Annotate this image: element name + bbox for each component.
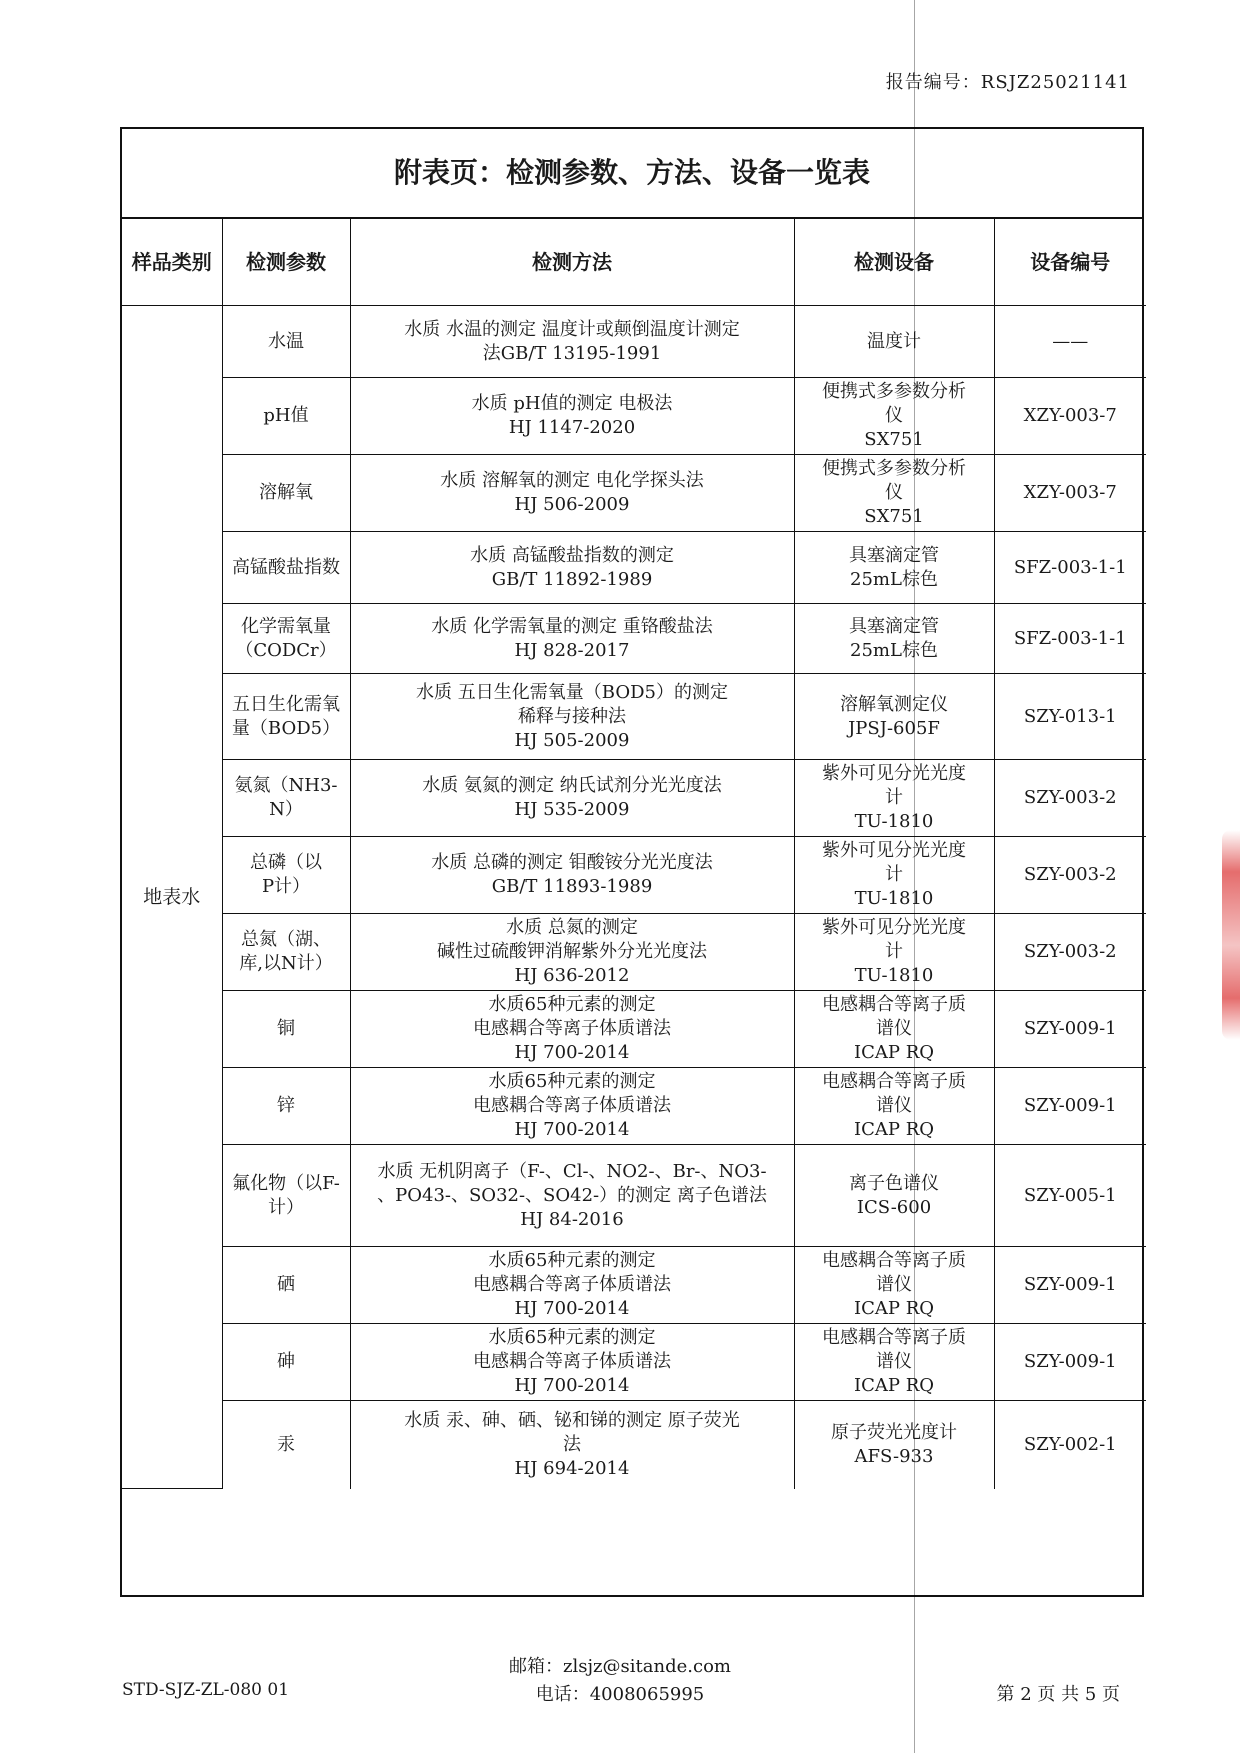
equipment-cell-line: 计 (885, 864, 903, 885)
equipment-cell-line: 具塞滴定管 (849, 544, 939, 566)
equipment-cell-line: ICAP RQ (853, 1119, 935, 1140)
table-row (122, 455, 1146, 532)
column-header-parameter: 检测参数 (222, 219, 350, 306)
equipment-cell-line: 谱仪 (876, 1351, 912, 1372)
equipment-cell-line: JPSJ-605F (848, 717, 940, 739)
equipment-cell-line: 紫外可见分光光度 (822, 917, 966, 938)
method-cell-line: HJ 700-2014 (514, 1375, 630, 1396)
table-row (122, 1068, 1146, 1145)
equipment-cell-line: 25mL棕色 (850, 639, 938, 661)
method-cell-line: GB/T 11892-1989 (491, 568, 653, 590)
parameter-cell (222, 1247, 350, 1324)
equipment-code-cell: SZY-002-1 (994, 1401, 1146, 1489)
method-cell-line: HJ 636-2012 (514, 965, 630, 986)
scan-fold-line (914, 0, 915, 1753)
parameter-cell-line: （CODCr） (235, 639, 337, 661)
equipment-cell-line: 电感耦合等离子质 (822, 1250, 966, 1271)
table-row (122, 991, 1146, 1068)
parameter-cell-line: 砷 (277, 1351, 295, 1372)
equipment-cell-line: 电感耦合等离子质 (822, 994, 966, 1015)
equipment-cell-line: ICAP RQ (853, 1042, 935, 1063)
parameter-cell-line: N） (269, 799, 303, 820)
parameter-cell-line: 水温 (268, 330, 304, 352)
table-row (122, 1324, 1146, 1401)
method-cell-line: HJ 506-2009 (514, 494, 630, 515)
parameter-cell-line: 总氮（湖、 (241, 929, 331, 950)
equipment-cell (794, 1145, 994, 1247)
method-cell (350, 837, 794, 914)
table-row (122, 1145, 1146, 1247)
table-row (122, 837, 1146, 914)
method-cell-line: 电感耦合等离子体质谱法 (473, 1018, 671, 1039)
parameter-cell (222, 378, 350, 455)
parameter-cell-line: 溶解氧 (259, 482, 313, 503)
method-cell-line: 电感耦合等离子体质谱法 (473, 1095, 671, 1116)
equipment-cell-line: ICS-600 (856, 1196, 932, 1218)
method-cell (350, 455, 794, 532)
equipment-cell-line: TU-1810 (854, 965, 934, 986)
parameter-cell (222, 760, 350, 837)
table-row (122, 914, 1146, 991)
parameter-cell-line: P计） (261, 876, 311, 897)
method-cell-line: HJ 828-2017 (514, 639, 630, 661)
equipment-cell-line: 温度计 (867, 330, 921, 352)
equipment-cell (794, 1401, 994, 1489)
equipment-code-cell: SZY-005-1 (994, 1145, 1146, 1247)
method-cell-line: 水质 汞、砷、硒、铋和锑的测定 原子荧光 (404, 1409, 740, 1431)
parameter-cell-line: 硒 (277, 1274, 295, 1295)
method-cell (350, 760, 794, 837)
method-cell-line: 稀释与接种法 (518, 705, 626, 727)
equipment-cell-line: AFS-933 (854, 1445, 934, 1467)
equipment-code-cell: SZY-009-1 (994, 991, 1146, 1068)
equipment-cell-line: SX751 (864, 506, 924, 527)
equipment-cell-line: SX751 (864, 429, 924, 450)
sample-category-cell: 地表水 (122, 306, 222, 1489)
equipment-code-cell: SZY-003-2 (994, 760, 1146, 837)
method-cell-line: GB/T 11893-1989 (491, 876, 653, 897)
method-cell-line: 水质 氨氮的测定 纳氏试剂分光光度法 (422, 775, 722, 796)
parameter-cell (222, 991, 350, 1068)
equipment-cell-line: 仪 (885, 482, 903, 503)
table-row (122, 604, 1146, 674)
parameter-cell (222, 306, 350, 378)
equipment-cell (794, 1324, 994, 1401)
column-header-sample-category: 样品类别 (122, 219, 222, 306)
parameter-cell-line: 铜 (277, 1018, 295, 1039)
method-cell (350, 532, 794, 604)
equipment-cell (794, 760, 994, 837)
method-cell-line: 水质65种元素的测定 (488, 994, 656, 1015)
equipment-code-cell: SZY-003-2 (994, 837, 1146, 914)
method-cell-line: 水质 高锰酸盐指数的测定 (470, 544, 674, 566)
parameter-cell-line: 锌 (277, 1095, 295, 1116)
equipment-code-cell: SZY-013-1 (994, 674, 1146, 760)
column-header-equipment: 检测设备 (794, 219, 994, 306)
equipment-code-cell: XZY-003-7 (994, 455, 1146, 532)
method-cell-line: HJ 1147-2020 (508, 417, 636, 438)
method-cell-line: HJ 505-2009 (514, 729, 630, 751)
equipment-cell (794, 674, 994, 760)
method-cell-line: 水质 总氮的测定 (506, 917, 638, 938)
table-row (122, 306, 1146, 378)
method-cell-line: 法GB/T 13195-1991 (482, 342, 662, 364)
method-cell (350, 1401, 794, 1489)
equipment-cell-line: 便携式多参数分析 (822, 381, 966, 402)
footer-document-code: STD-SJZ-ZL-080 01 (122, 1680, 290, 1700)
method-cell-line: 水质 总磷的测定 钼酸铵分光光度法 (431, 852, 713, 873)
parameter-cell (222, 837, 350, 914)
method-cell-line: HJ 694-2014 (514, 1457, 630, 1479)
method-cell-line: 水质 水温的测定 温度计或颠倒温度计测定 (404, 318, 740, 340)
equipment-cell-line: 离子色谱仪 (849, 1172, 939, 1194)
equipment-code-cell: SZY-009-1 (994, 1324, 1146, 1401)
method-cell-line: HJ 700-2014 (514, 1119, 630, 1140)
equipment-cell-line: 电感耦合等离子质 (822, 1327, 966, 1348)
parameter-cell (222, 1401, 350, 1489)
equipment-code-cell: SZY-009-1 (994, 1247, 1146, 1324)
method-cell-line: HJ 84-2016 (520, 1208, 624, 1230)
method-cell-line: 水质 化学需氧量的测定 重铬酸盐法 (431, 615, 713, 637)
parameter-cell (222, 1145, 350, 1247)
parameter-cell (222, 914, 350, 991)
equipment-cell (794, 604, 994, 674)
equipment-cell-line: ICAP RQ (853, 1375, 935, 1396)
method-cell-line: HJ 700-2014 (514, 1042, 630, 1063)
equipment-cell (794, 378, 994, 455)
table-body (122, 306, 1146, 1489)
equipment-cell-line: 紫外可见分光光度 (822, 840, 966, 861)
parameter-cell-line: 高锰酸盐指数 (232, 556, 340, 578)
method-cell (350, 1145, 794, 1247)
method-cell (350, 1324, 794, 1401)
equipment-cell-line: 紫外可见分光光度 (822, 763, 966, 784)
equipment-cell-line: 便携式多参数分析 (822, 458, 966, 479)
column-header-method: 检测方法 (350, 219, 794, 306)
equipment-cell-line: 计 (885, 941, 903, 962)
equipment-cell (794, 1068, 994, 1145)
parameter-cell (222, 1324, 350, 1401)
equipment-cell-line: 仪 (885, 405, 903, 426)
equipment-cell-line: 谱仪 (876, 1018, 912, 1039)
parameter-cell (222, 532, 350, 604)
equipment-cell-line: TU-1810 (854, 888, 934, 909)
method-cell (350, 306, 794, 378)
page-title: 附表页：检测参数、方法、设备一览表 (122, 129, 1142, 219)
table-row (122, 1401, 1146, 1489)
equipment-cell (794, 306, 994, 378)
table-row (122, 532, 1146, 604)
table-row (122, 760, 1146, 837)
equipment-cell-line: 计 (885, 787, 903, 808)
parameter-cell (222, 604, 350, 674)
method-cell (350, 674, 794, 760)
method-cell-line: HJ 535-2009 (514, 799, 630, 820)
method-cell-line: 水质 无机阴离子（F-、Cl-、NO2-、Br-、NO3- (377, 1160, 767, 1182)
equipment-cell-line: 原子荧光光度计 (831, 1421, 957, 1443)
report-number: 报告编号：RSJZ25021141 (885, 72, 1130, 93)
equipment-cell (794, 455, 994, 532)
method-cell-line: 电感耦合等离子体质谱法 (473, 1351, 671, 1372)
method-cell (350, 1247, 794, 1324)
method-cell (350, 914, 794, 991)
method-cell (350, 604, 794, 674)
parameter-cell (222, 674, 350, 760)
method-cell-line: 水质 五日生化需氧量（BOD5）的测定 (416, 681, 728, 703)
method-cell-line: 水质 溶解氧的测定 电化学探头法 (440, 470, 704, 491)
table-header-row (122, 219, 1146, 306)
equipment-code-cell: SFZ-003-1-1 (994, 532, 1146, 604)
parameter-cell (222, 1068, 350, 1145)
parameter-cell-line: 库,以N计） (239, 953, 333, 974)
equipment-code-cell: SZY-003-2 (994, 914, 1146, 991)
method-cell-line: 法 (563, 1433, 581, 1455)
parameter-cell-line: 总磷（以 (250, 852, 322, 873)
table-row (122, 674, 1146, 760)
method-cell-line: 碱性过硫酸钾消解紫外分光光度法 (437, 941, 707, 962)
footer-email: 邮箱：zlsjz@sitande.com (509, 1656, 731, 1677)
equipment-cell-line: 谱仪 (876, 1095, 912, 1116)
parameter-cell-line: 氟化物（以F- (232, 1172, 340, 1194)
equipment-cell-line: 25mL棕色 (850, 568, 938, 590)
table-row (122, 378, 1146, 455)
method-cell-line: HJ 700-2014 (514, 1298, 630, 1319)
parameter-cell-line: 五日生化需氧 (232, 693, 340, 715)
parameter-cell-line: pH值 (263, 405, 309, 426)
equipment-cell (794, 1247, 994, 1324)
parameter-cell-line: 化学需氧量 (241, 615, 331, 637)
parameter-cell-line: 量（BOD5） (231, 717, 341, 739)
method-cell-line: 电感耦合等离子体质谱法 (473, 1274, 671, 1295)
method-cell (350, 378, 794, 455)
footer-page-number: 第 2 页 共 5 页 (996, 1684, 1120, 1705)
footer-phone: 电话：4008065995 (535, 1684, 705, 1705)
method-cell (350, 1068, 794, 1145)
parameter-cell-line: 氨氮（NH3- (234, 775, 338, 796)
method-cell-line: 水质65种元素的测定 (488, 1327, 656, 1348)
equipment-code-cell: SFZ-003-1-1 (994, 604, 1146, 674)
parameter-method-equipment-table (122, 219, 1146, 1489)
equipment-cell-line: 具塞滴定管 (849, 615, 939, 637)
method-cell-line: 水质65种元素的测定 (488, 1250, 656, 1271)
method-cell-line: 水质65种元素的测定 (488, 1071, 656, 1092)
method-cell-line: 水质 pH值的测定 电极法 (471, 393, 673, 414)
appendix-table-sheet (120, 127, 1144, 1597)
table-row (122, 1247, 1146, 1324)
equipment-cell-line: TU-1810 (854, 811, 934, 832)
parameter-cell (222, 455, 350, 532)
parameter-cell-line: 计） (268, 1196, 304, 1218)
equipment-cell (794, 532, 994, 604)
seal-stamp-edge (1222, 830, 1240, 1040)
equipment-cell (794, 914, 994, 991)
equipment-cell (794, 991, 994, 1068)
equipment-code-cell: —— (994, 306, 1146, 378)
equipment-code-cell: SZY-009-1 (994, 1068, 1146, 1145)
equipment-cell (794, 837, 994, 914)
method-cell-line: 、PO43-、SO32-、SO42-）的测定 离子色谱法 (377, 1184, 767, 1206)
equipment-code-cell: XZY-003-7 (994, 378, 1146, 455)
equipment-cell-line: ICAP RQ (853, 1298, 935, 1319)
equipment-cell-line: 溶解氧测定仪 (840, 693, 948, 715)
equipment-cell-line: 电感耦合等离子质 (822, 1071, 966, 1092)
method-cell (350, 991, 794, 1068)
column-header-equipment-code: 设备编号 (994, 219, 1146, 306)
equipment-cell-line: 谱仪 (876, 1274, 912, 1295)
parameter-cell-line: 汞 (277, 1433, 295, 1455)
